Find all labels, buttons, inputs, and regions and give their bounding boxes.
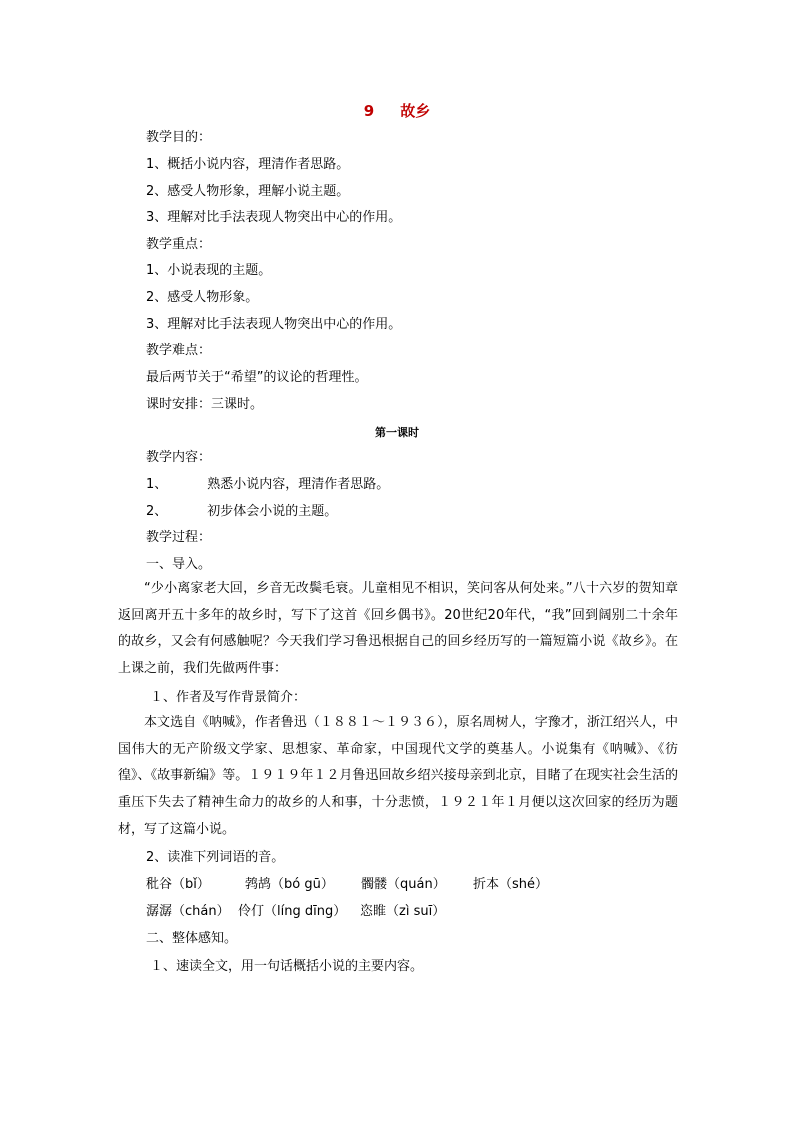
content-item-text: 熟悉小说内容，理清作者思路。 [207,477,390,492]
objective-item: 3、理解对比手法表现人物突出中心的作用。 [146,210,402,225]
objective-item: 2、感受人物形象，理解小说主题。 [146,184,350,199]
difficulty-text: 最后两节关于“希望”的议论的哲理性。 [146,370,368,385]
intro-paragraph [118,576,678,683]
intro-text: “少小离家老大回，乡音无改鬓毛衰。儿童相见不相识，笑问客从何处来。”八十六岁的贺知章返回离开五十多年的故乡时，写下了这首《回乡偶书》。20世纪20年代，“我”回到阔别二十余年的故乡，又会有何感触呢？今天我们学习鲁迅根据自己的回乡经历写的一篇短篇小说《故乡》。在上课之前，我们先做两件事： [118,581,678,677]
difficulty-heading: 教学难点： [146,343,212,358]
content-item-number: 2、 [146,504,168,519]
pronunciation-word: 鹁鸪（bó gū） [245,877,334,892]
key-point-item: 3、理解对比手法表现人物突出中心的作用。 [146,317,402,332]
overview-heading: 二、整体感知。 [146,931,238,946]
pronunciation-word: 伶仃（líng dīng） [238,904,347,919]
pronunciation-word: 髑髅（quán） [361,877,446,892]
pronunciation-heading: 2、读准下列词语的音。 [146,850,285,865]
pronunciation-word: 恣睢（zì suī） [360,904,446,919]
objectives-heading: 教学目的： [146,130,212,145]
lesson-title-text: 故乡 [400,102,431,120]
key-point-item: 2、感受人物形象。 [146,290,259,305]
content-item [146,503,337,521]
lesson1-heading: 第一课时 [375,426,419,439]
lesson-title [0,101,794,121]
pronunciation-word: 秕谷（bǐ） [146,877,210,892]
objective-item: 1、概括小说内容，理清作者思路。 [146,157,350,172]
background-paragraph [118,710,678,844]
content-item [146,476,389,494]
content-item-text: 初步体会小说的主题。 [207,504,338,519]
process-heading: 教学过程： [146,530,212,545]
overview-item: １、速读全文，用一句话概括小说的主要内容。 [150,959,424,974]
key-point-item: 1、小说表现的主题。 [146,263,272,278]
background-heading: １、作者及写作背景简介： [150,690,307,705]
lesson-number: 9 [363,102,375,120]
schedule-text: 课时安排：三课时。 [146,397,264,412]
background-text: 本文选自《呐喊》，作者鲁迅（１８８１～１９３６），原名周树人，字豫才，浙江绍兴人，中国伟大的无产阶级文学家、思想家、革命家，中国现代文学的奠基人。小说集有《呐喊》、《彷徨》、《故事新编》等。１９１９年１２月鲁迅回故乡绍兴接母亲到北京，目睹了在现实社会生活的重压下失去了精神生命力的故乡的人和事，十分悲愤，１９２１年１月便以这次回家的经历为题材，写了这篇小说。 [118,715,678,837]
content-item-number: 1、 [146,477,168,492]
pronunciation-word: 折本（shé） [473,877,549,892]
key-points-heading: 教学重点： [146,237,212,252]
pronunciation-row [146,876,548,894]
intro-heading: 一、导入。 [146,557,212,572]
content-heading: 教学内容： [146,450,212,465]
pronunciation-word: 潺潺（chán） [146,904,230,919]
pronunciation-row [146,903,445,921]
